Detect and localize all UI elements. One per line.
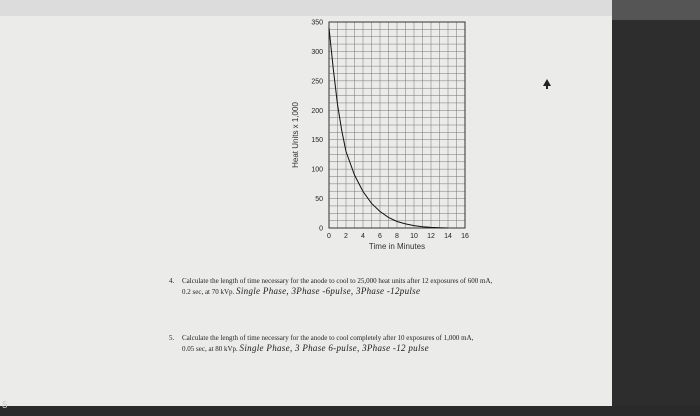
chart-grid [329,22,465,228]
y-tick-label: 350 [311,19,323,27]
question-4-line2: 0.2 sec, at 70 kVp. [182,288,235,296]
y-tick-label: 150 [311,137,323,145]
x-tick-label: 16 [461,233,469,240]
y-tick-labels [311,20,323,233]
x-tick-label: 14 [444,233,452,240]
x-tick-label: 2 [344,233,348,240]
x-tick-label: 0 [327,233,331,240]
x-tick-label: 10 [410,233,418,240]
x-tick-label: 8 [395,233,399,240]
y-tick-label: 200 [311,107,323,115]
page-corner-number: 5 [2,400,8,411]
y-tick-label: 250 [311,78,323,86]
y-tick-label: 100 [311,166,323,174]
x-tick-label: 6 [378,233,382,240]
y-tick-label: 50 [315,196,323,204]
question-4-handwriting: Single Phase, 3Phase -6pulse, 3Phase -12pulse [236,286,421,296]
question-5-number: 5. [169,334,175,342]
bottom-edge [0,406,700,416]
background-top-right [612,0,700,20]
y-tick-label: 300 [311,48,323,56]
background-dark-area [612,0,700,416]
x-tick-label: 4 [361,233,365,240]
question-4-line1: Calculate the length of time necessary for the anode to cool to 25,000 heat units after 12 exposures of 600 mA, [182,277,493,285]
x-axis-title: Time in Minutes [368,242,426,251]
question-5-line2: 0.05 sec, at 80 kVp. [182,345,238,353]
question-4-number: 4. [169,277,175,285]
x-tick-labels [327,233,469,240]
question-5-handwriting: Single Phase, 3 Phase 6-pulse, 3Phase -12 pulse [239,343,429,353]
cursor-arrow-stem [546,85,548,89]
y-axis-title: Heat Units x 1,000 [291,102,300,168]
question-5-line1: Calculate the length of time necessary for the anode to cool completely after 10 exposures of 1,000 mA, [182,334,474,342]
x-tick-label: 12 [427,233,435,240]
y-tick-label: 0 [319,225,323,233]
